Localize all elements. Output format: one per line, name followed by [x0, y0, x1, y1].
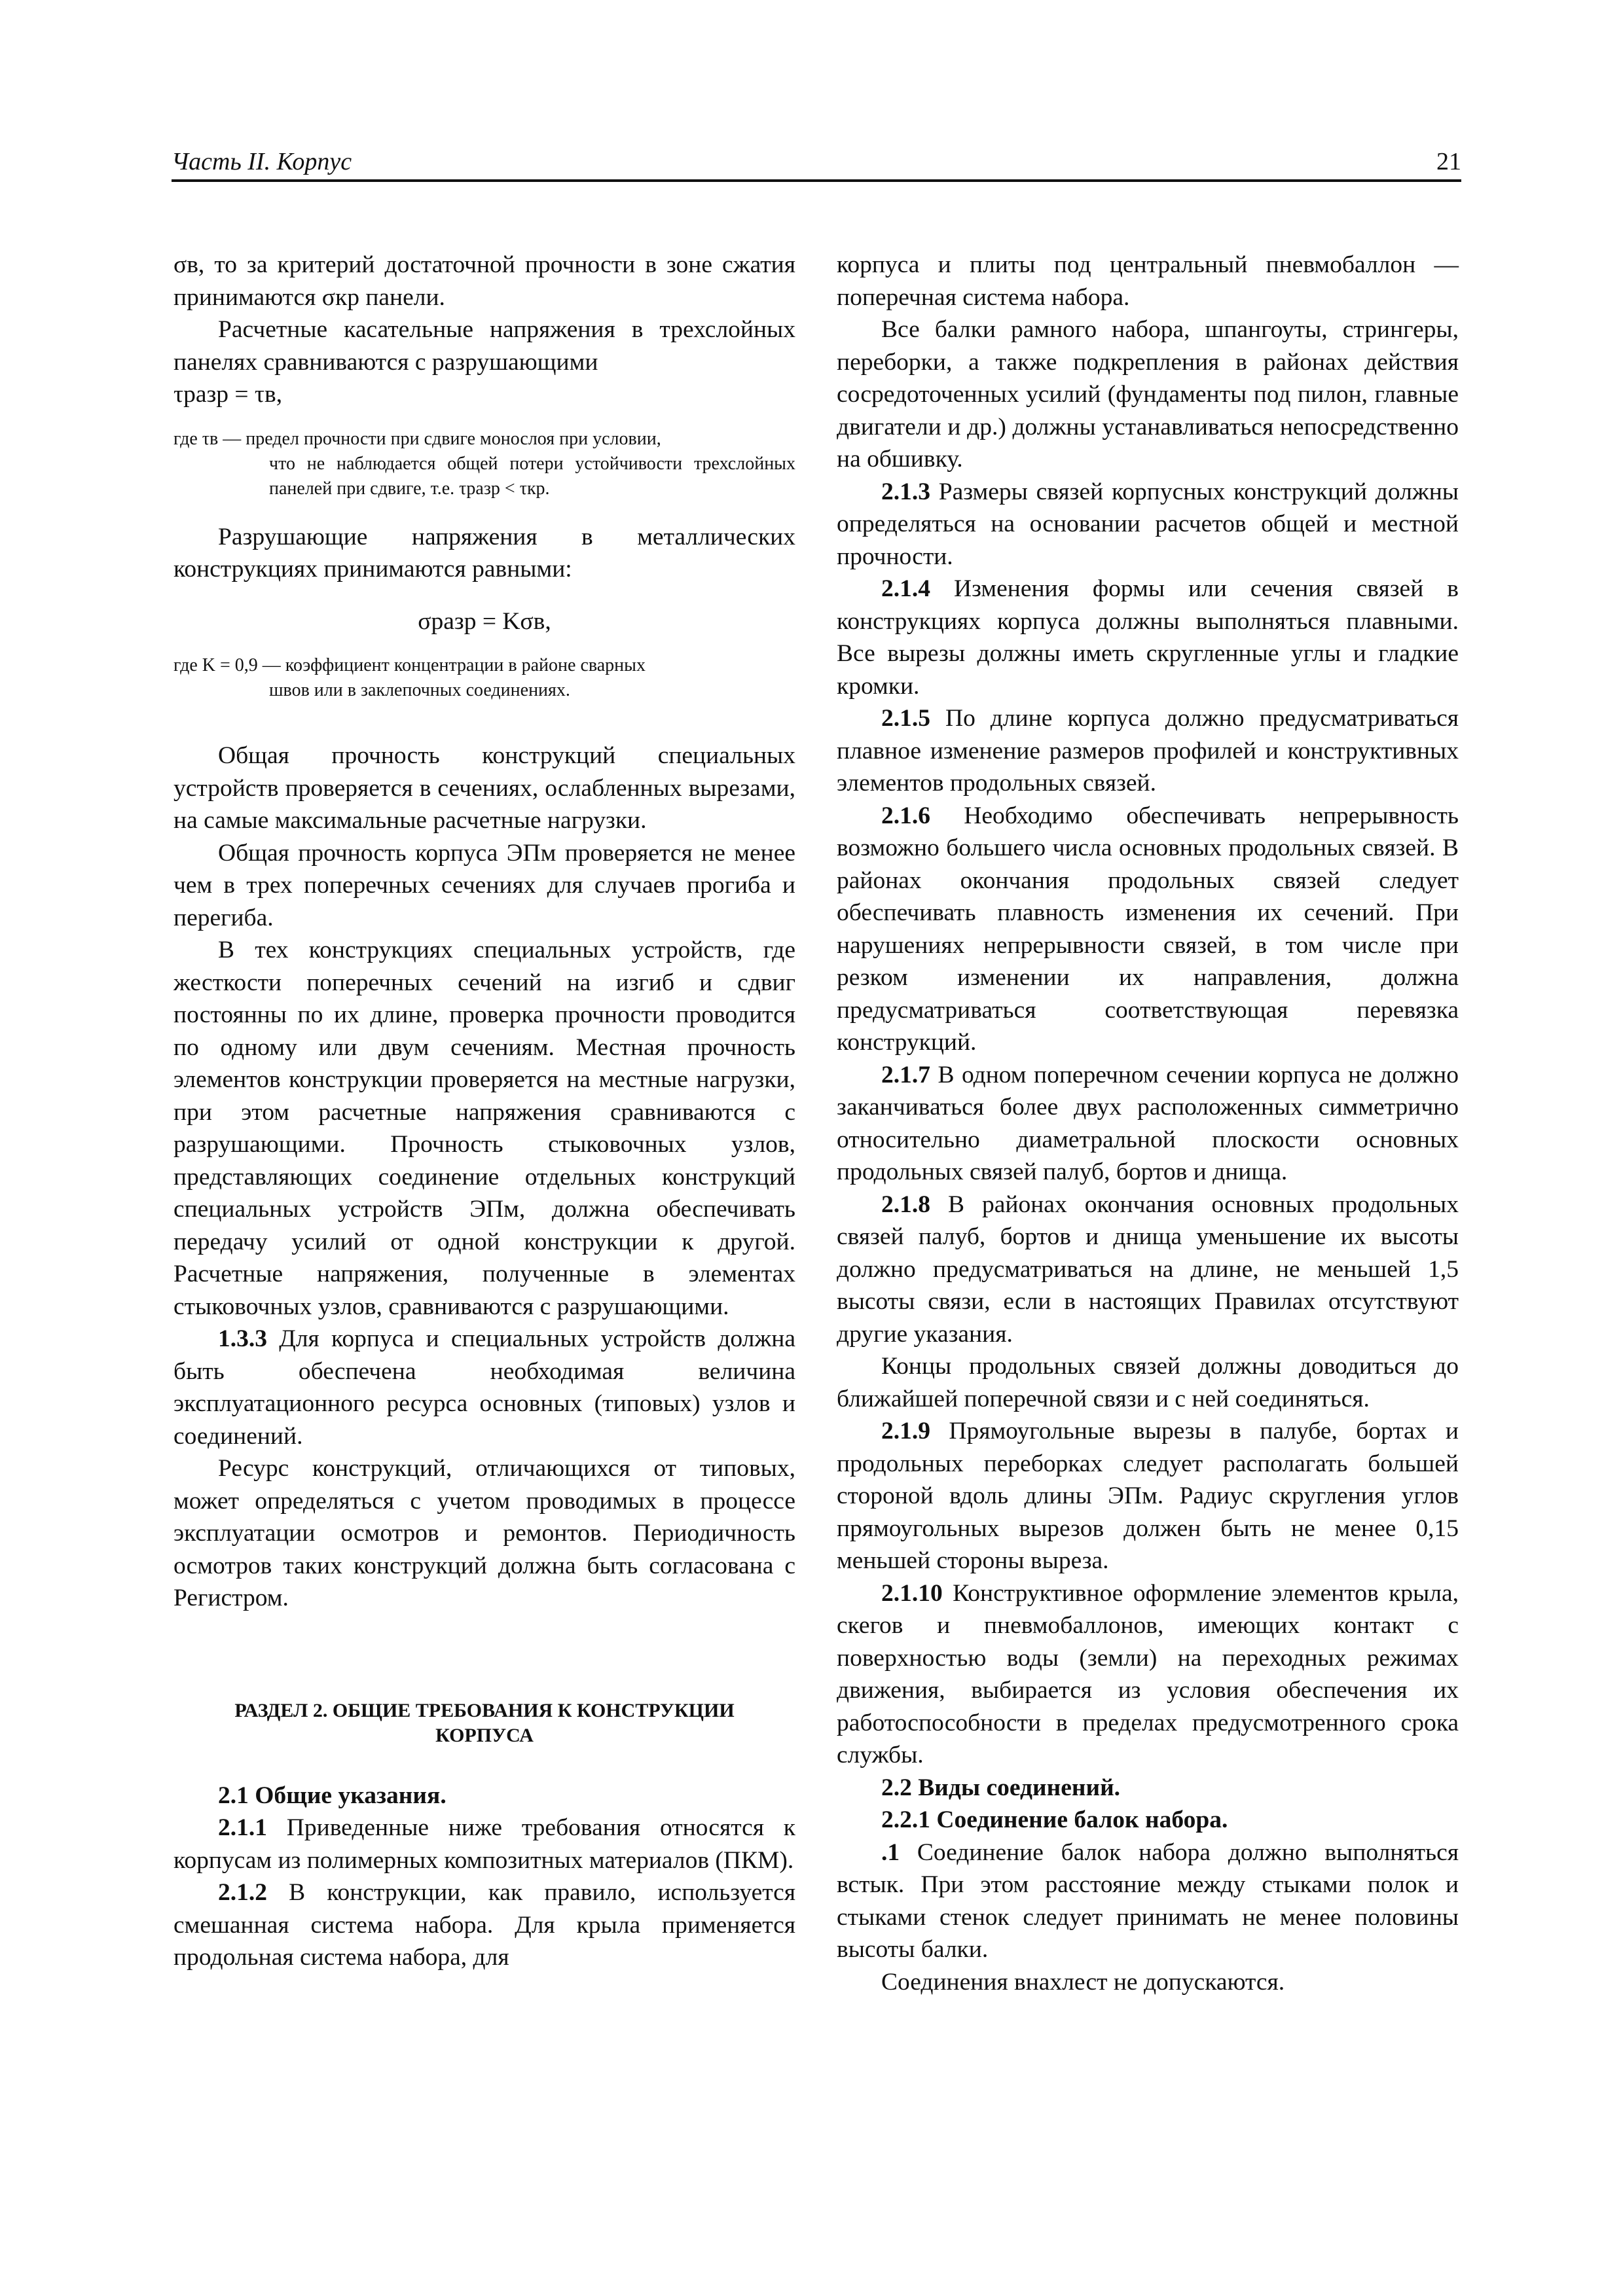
- paragraph-2-1-9: 2.1.9 Прямоугольные вырезы в палубе, бортах и продольных переборках следует располагать большей стороной вдоль длины ЭПм. Радиус скругления углов прямоугольных вырезов должен быть не менее 0,15 меньшей стороны выреза.: [837, 1418, 1459, 1574]
- clause-number: 2.1.7: [881, 1061, 930, 1088]
- paragraph: корпуса и плиты под центральный пневмобаллон — поперечная система набора.: [837, 251, 1459, 311]
- clause-number: 2.1.4: [881, 575, 930, 602]
- clause-number: 2.1.5: [881, 705, 930, 732]
- section-title: РАЗДЕЛ 2. ОБЩИЕ ТРЕБОВАНИЯ К КОНСТРУКЦИИ КОРПУСА: [234, 1699, 735, 1746]
- paragraph-2-1-6: 2.1.6 Необходимо обеспечивать непрерывность возможно большего числа основных продольных связей. В районах окончания продольных связей следует обеспечивать плавность изменения их сечений. При нарушениях непрерывности связей, в том числе при резком изменении их направления, должна предусматриваться соответствующая перевязка конструкций.: [837, 802, 1459, 1056]
- paragraph-item-1: .1 Соединение балок набора должно выполняться встык. При этом расстояние между стыками полок и стыками стенок следует принимать не менее половины высоты балки.: [837, 1839, 1459, 1963]
- page-number: 21: [1436, 148, 1461, 175]
- paragraph-2-1-5: 2.1.5 По длине корпуса должно предусматриваться плавное изменение размеров профилей и конструктивных элементов продольных связей.: [837, 705, 1459, 797]
- note-lead: где K = 0,9 —: [173, 655, 281, 675]
- paragraph: Соединения внахлест не допускаются.: [881, 1968, 1285, 1996]
- note-lead: где τв —: [173, 428, 242, 449]
- note-text: коэффициент концентрации в районе сварных: [285, 655, 646, 675]
- clause-number: 2.1.9: [881, 1418, 930, 1444]
- formula-metal: σразр = Kσв,: [418, 607, 551, 635]
- running-title: Часть II. Корпус: [172, 148, 352, 175]
- clause-number: 2.1.8: [881, 1191, 930, 1218]
- note-text: предел прочности при сдвиге монослоя при условии,: [246, 428, 661, 449]
- paragraph-2-1-7: 2.1.7 В одном поперечном сечении корпуса не должно заканчиваться более двух расположенных симметрично относительно диаметральной плоскости основных продольных связей палуб, бортов и днища.: [837, 1061, 1459, 1185]
- footnote-tau: [173, 427, 795, 501]
- formula-shear: τразр = τв,: [173, 381, 283, 408]
- note-text: что не наблюдается общей потери устойчивости трехслойных панелей при сдвиге, т.е. τразр < τкр.: [269, 453, 795, 499]
- clause-number: .1: [881, 1839, 900, 1866]
- clause-number: 1.3.3: [218, 1325, 267, 1352]
- paragraph: Разрушающие напряжения в металлических конструкциях принимаются равными:: [173, 523, 795, 583]
- left-column: [173, 249, 795, 1974]
- paragraph-2-1-1: 2.1.1 Приведенные ниже требования относятся к корпусам из полимерных композитных материалов (ПКМ).: [173, 1814, 795, 1874]
- heading-2-1: 2.1 Общие указания.: [218, 1782, 447, 1809]
- paragraph-1-3-3: 1.3.3 Для корпуса и специальных устройств должна быть обеспечена необходимая величина эксплуатационного ресурса основных (типовых) узлов и соединений.: [173, 1325, 795, 1450]
- header-rule: [172, 179, 1461, 182]
- paragraph-2-1-2: 2.1.2 В конструкции, как правило, используется смешанная система набора. Для крыла применяется продольная система набора, для: [173, 1879, 795, 1971]
- clause-number: 2.1.6: [881, 802, 930, 829]
- paragraph: Концы продольных связей должны доводиться до ближайшей поперечной связи и с ней соединяться.: [837, 1353, 1459, 1412]
- note-text: швов или в заклепочных соединениях.: [269, 680, 570, 700]
- footnote-k: [173, 653, 795, 703]
- heading-2-2: 2.2 Виды соединений.: [881, 1774, 1121, 1801]
- paragraph-2-1-3: 2.1.3 Размеры связей корпусных конструкций должны определяться на основании расчетов общей и местной прочности.: [837, 478, 1459, 570]
- paragraph: Все балки рамного набора, шпангоуты, стрингеры, переборки, а также подкрепления в районах действия сосредоточенных усилий (фундаменты под пилон, главные двигатели и др.) должны устанавливаться непосредственно на обшивку.: [837, 316, 1459, 473]
- page-header: [172, 145, 1461, 179]
- clause-number: 2.1.10: [881, 1579, 943, 1607]
- right-column: [837, 249, 1459, 1998]
- paragraph-2-1-10: 2.1.10 Конструктивное оформление элементов крыла, скегов и пневмобаллонов, имеющих контакт с поверхностью воды (земли) на переходных режимах движения, выбирается из условия обеспечения их работоспособности в пределах предусмотренного срока службы.: [837, 1579, 1459, 1768]
- clause-number: 2.1.1: [218, 1814, 267, 1841]
- clause-number: 2.1.3: [881, 478, 930, 505]
- paragraph: Общая прочность конструкций специальных устройств проверяется в сечениях, ослабленных вырезами, на самые максимальные расчетные нагрузки.: [173, 742, 795, 834]
- paragraph: В тех конструкциях специальных устройств, где жесткости поперечных сечений на изгиб и сдвиг постоянны по их длине, проверка прочности проводится по одному или двум сечениям. Местная прочность элементов конструкции проверяется на местные нагрузки, при этом расчетные напряжения сравниваются с разрушающими. Прочность стыковочных узлов, представляющих соединение отдельных конструкций специальных устройств ЭПм, должна обеспечивать передачу усилий от одной конструкции к другой. Расчетные напряжения, полученные в элементах стыковочных узлов, сравниваются с разрушающими.: [173, 937, 795, 1320]
- paragraph: σв, то за критерий достаточной прочности в зоне сжатия принимаются σкр панели.: [173, 251, 795, 311]
- clause-number: 2.1.2: [218, 1879, 267, 1906]
- paragraph: Ресурс конструкций, отличающихся от типовых, может определяться с учетом проводимых в процессе эксплуатации осмотров и ремонтов. Периодичность осмотров таких конструкций должна быть согласована с Регистром.: [173, 1455, 795, 1611]
- paragraph: Расчетные касательные напряжения в трехслойных панелях сравниваются с разрушающими: [173, 316, 795, 376]
- paragraph-2-1-4: 2.1.4 Изменения формы или сечения связей в конструкциях корпуса должны выполняться плавными. Все вырезы должны иметь скругленные углы и гладкие кромки.: [837, 575, 1459, 700]
- paragraph: Общая прочность корпуса ЭПм проверяется не менее чем в трех поперечных сечениях для случаев прогиба и перегиба.: [173, 839, 795, 931]
- heading-2-2-1: 2.2.1 Соединение балок набора.: [881, 1806, 1228, 1833]
- paragraph-2-1-8: 2.1.8 В районах окончания основных продольных связей палуб, бортов и днища уменьшение их высоты должно предусматриваться на длине, не меньшей 1,5 высоты связи, если в настоящих Правилах отсутствуют другие указания.: [837, 1191, 1459, 1348]
